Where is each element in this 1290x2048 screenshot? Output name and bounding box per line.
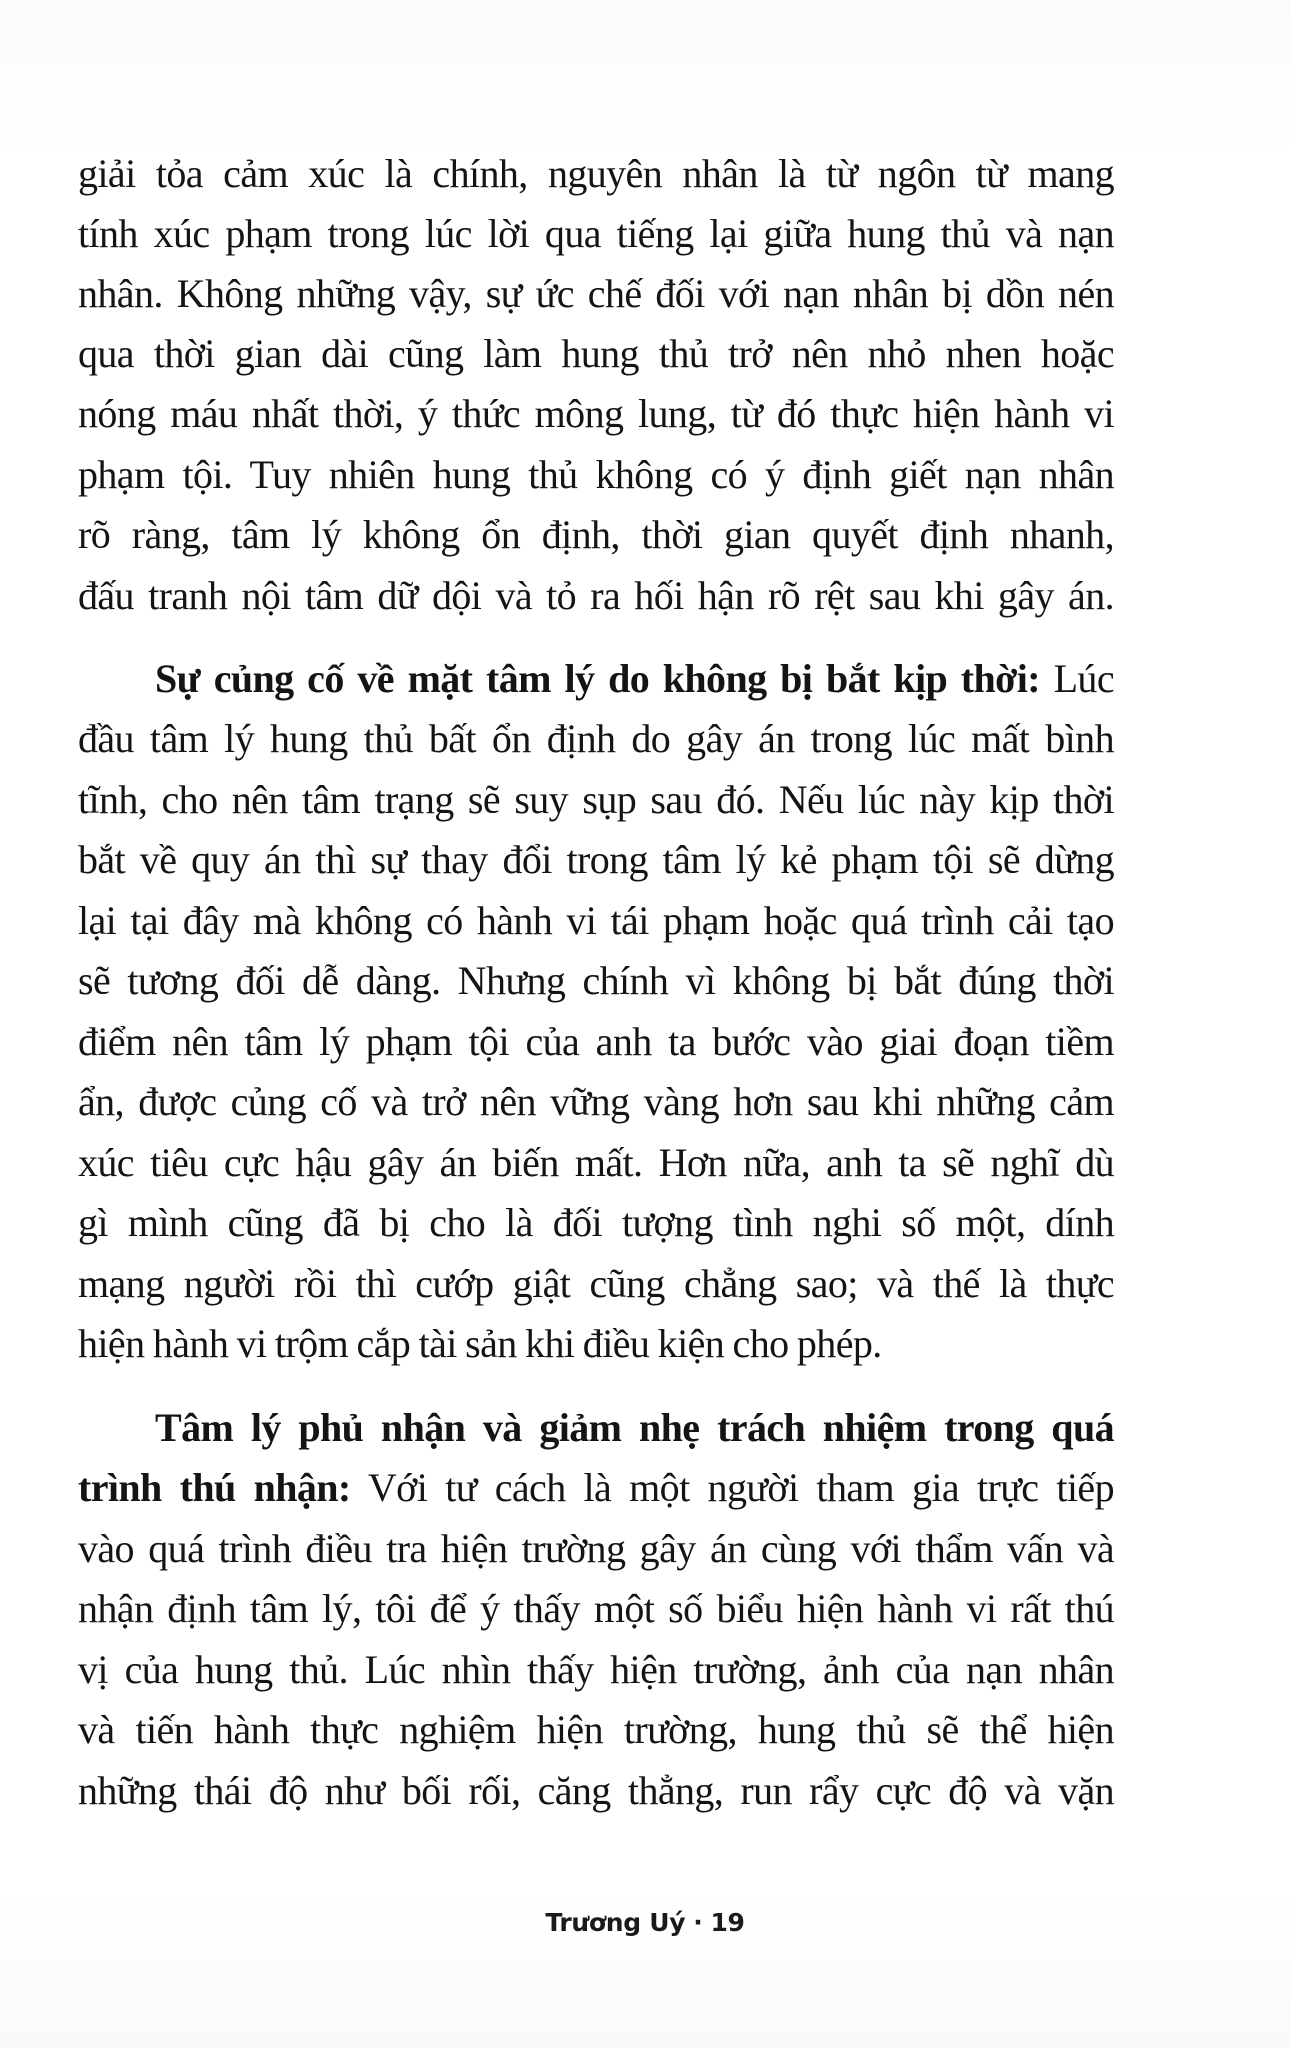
text-line: ẩn, được củng cố và trở nên vững vàng hơn sau khi những cảm: [78, 1079, 1114, 1124]
text-line: điểm nên tâm lý phạm tội của anh ta bước vào giai đoạn tiềm: [78, 1019, 1114, 1064]
text-line: xúc tiêu cực hậu gây án biến mất. Hơn nữa, anh ta sẽ nghĩ dù: [78, 1140, 1114, 1185]
text-line: nhân. Không những vậy, sự ức chế đối với nạn nhân bị dồn nén: [78, 271, 1114, 316]
text-run: Với tư cách là một người tham gia trực tiếp: [350, 1465, 1114, 1510]
footer-separator: ·: [693, 1908, 703, 1937]
text-line: giải tỏa cảm xúc là chính, nguyên nhân là từ ngôn từ mang: [78, 151, 1114, 196]
text-line: rõ ràng, tâm lý không ổn định, thời gian quyết định nhanh,: [78, 512, 1114, 557]
text-line: vị của hung thủ. Lúc nhìn thấy hiện trường, ảnh của nạn nhân: [78, 1647, 1114, 1692]
text-line-with-heading: [78, 1464, 1114, 1512]
section-heading: Sự củng cố về mặt tâm lý do không bị bắt kịp thời:: [155, 656, 1040, 701]
text-run: Lúc: [1039, 656, 1114, 701]
text-line: đầu tâm lý hung thủ bất ổn định do gây án trong lúc mất bình: [78, 716, 1114, 761]
text-line-with-heading: [155, 655, 1114, 703]
text-line: qua thời gian dài cũng làm hung thủ trở nên nhỏ nhen hoặc: [78, 331, 1114, 376]
text-line: gì mình cũng đã bị cho là đối tượng tình nghi số một, dính: [78, 1200, 1114, 1245]
text-line: lại tại đây mà không có hành vi tái phạm hoặc quá trình cải tạo: [78, 898, 1114, 943]
section-heading-continued: trình thú nhận:: [78, 1465, 351, 1510]
author-name: Trương Uý: [545, 1908, 686, 1937]
text-line: sẽ tương đối dễ dàng. Nhưng chính vì không bị bắt đúng thời: [78, 958, 1114, 1003]
text-line: bắt về quy án thì sự thay đổi trong tâm lý kẻ phạm tội sẽ dừng: [78, 837, 1114, 882]
text-line: nhận định tâm lý, tôi để ý thấy một số biểu hiện hành vi rất thú: [78, 1586, 1114, 1631]
text-line: phạm tội. Tuy nhiên hung thủ không có ý định giết nạn nhân: [78, 452, 1114, 497]
text-line: nóng máu nhất thời, ý thức mông lung, từ đó thực hiện hành vi: [78, 391, 1114, 436]
text-line: đấu tranh nội tâm dữ dội và tỏ ra hối hận rõ rệt sau khi gây án.: [78, 573, 1114, 618]
page-number: 19: [710, 1908, 745, 1937]
section-heading: Tâm lý phủ nhận và giảm nhẹ trách nhiệm trong quá: [155, 1405, 1114, 1450]
text-line: tĩnh, cho nên tâm trạng sẽ suy sụp sau đó. Nếu lúc này kịp thời: [78, 777, 1114, 822]
text-line: tính xúc phạm trong lúc lời qua tiếng lại giữa hung thủ và nạn: [78, 211, 1114, 256]
text-line: những thái độ như bối rối, căng thẳng, run rẩy cực độ và vặn: [78, 1768, 1114, 1813]
text-line: mạng người rồi thì cướp giật cũng chẳng sao; và thế là thực: [78, 1261, 1114, 1306]
text-line: hiện hành vi trộm cắp tài sản khi điều kiện cho phép.: [78, 1321, 882, 1366]
text-line: và tiến hành thực nghiệm hiện trường, hung thủ sẽ thể hiện: [78, 1707, 1114, 1752]
page-footer: [0, 1908, 1290, 1937]
text-line: vào quá trình điều tra hiện trường gây án cùng với thẩm vấn và: [78, 1526, 1114, 1571]
